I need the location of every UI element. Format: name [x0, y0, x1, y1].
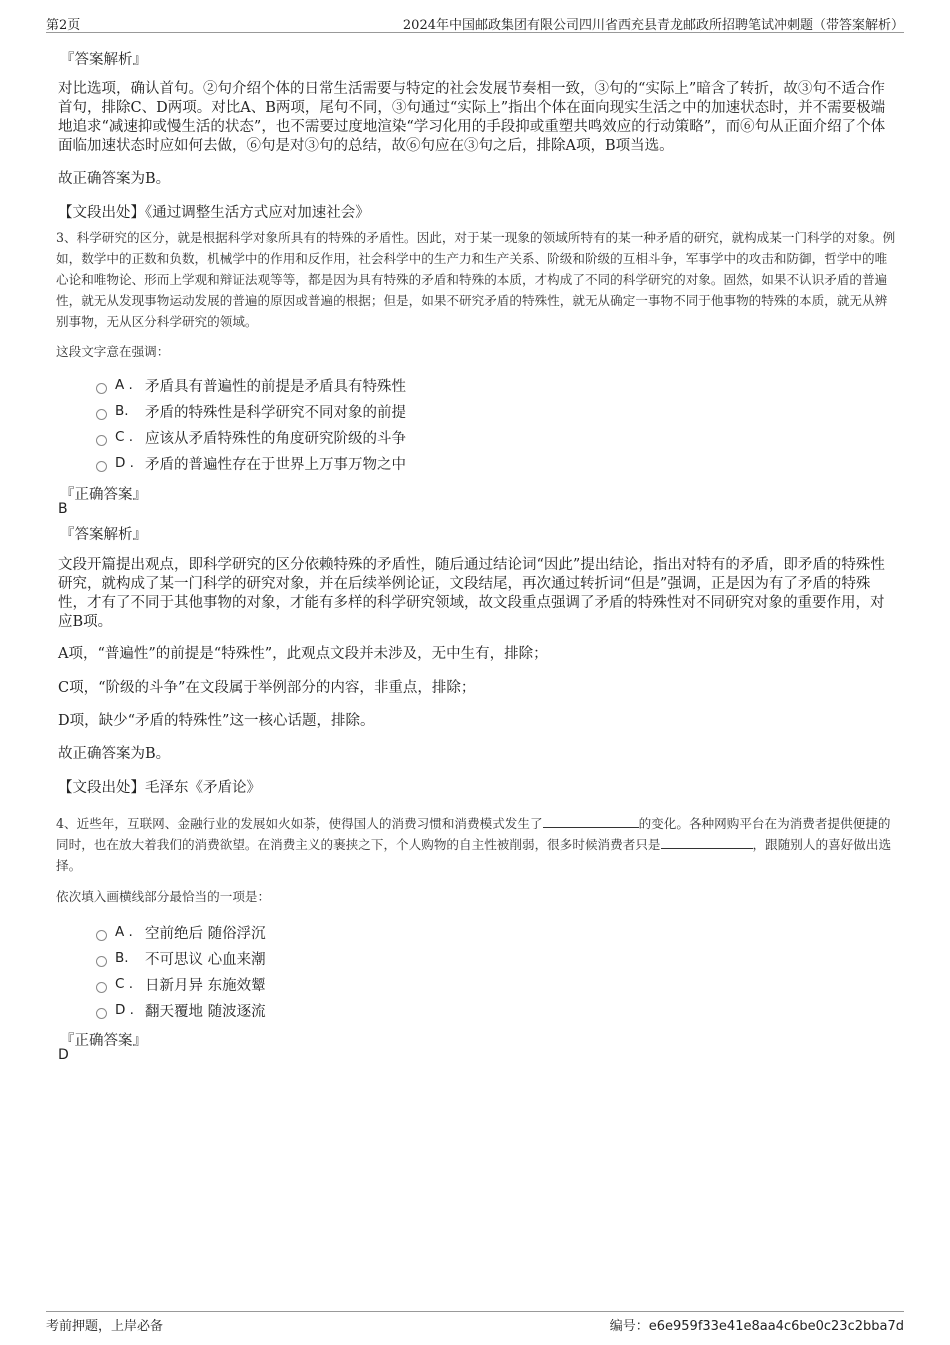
- radio-icon[interactable]: [96, 409, 107, 420]
- q4-answer-heading: 『正确答案』: [60, 1033, 147, 1049]
- page-number: 第2页: [46, 18, 81, 33]
- q4-option-d[interactable]: [96, 1000, 266, 1020]
- page-footer: [46, 1311, 904, 1332]
- q4-answer: D: [58, 1047, 69, 1063]
- q4-stem-part1: 4、近些年，互联网、金融行业的发展如火如荼，使得国人的消费习惯和消费模式发生了: [56, 816, 543, 831]
- footer-slogan: 考前押题，上岸必备: [46, 1319, 164, 1334]
- radio-icon[interactable]: [96, 1008, 107, 1019]
- option-key: D .: [115, 455, 134, 471]
- radio-icon[interactable]: [96, 461, 107, 472]
- q2-source: 【文段出处】《通过调整生活方式应对加速社会》: [58, 205, 370, 221]
- q4-option-b[interactable]: [96, 948, 266, 968]
- document-serial: 编号：e6e959f33e41e8aa4c6be0c23c2bba7d: [609, 1319, 904, 1334]
- radio-icon[interactable]: [96, 435, 107, 446]
- q3-analysis-text: 文段开篇提出观点，即科学研究的区分依赖特殊的矛盾性，随后通过结论词“因此”提出结论，指出对特有的矛盾，即矛盾的特殊性研究，就构成了某一门科学的研究对象，并在后续举例论证，文段结尾，再次通过转折词“但是”强调，正是因为有了矛盾的特殊性，才有了不同于其他事物的对象，才能有多样的科学研究领域，故文段重点强调了矛盾的特殊性对不同研究对象的重要作用，对应B项。: [58, 557, 885, 630]
- option-key: C .: [115, 429, 134, 445]
- q2-conclusion: 故正确答案为B。: [58, 171, 171, 187]
- option-text: 空前绝后 随俗浮沉: [145, 925, 266, 942]
- option-text: 矛盾的普遍性存在于世界上万事万物之中: [145, 456, 406, 473]
- fill-blank-2: [661, 835, 753, 849]
- radio-icon[interactable]: [96, 383, 107, 394]
- q4-option-c[interactable]: [96, 974, 266, 994]
- option-key: B.: [115, 403, 129, 419]
- q3-option-d[interactable]: [96, 453, 406, 473]
- option-text: 应该从矛盾特殊性的角度研究阶级的斗争: [145, 430, 406, 447]
- q3-conclusion: 故正确答案为B。: [58, 746, 171, 762]
- q3-note-d: D项，缺少“矛盾的特殊性”这一核心话题，排除。: [58, 713, 375, 729]
- q3-prompt: 这段文字意在强调：: [56, 344, 170, 359]
- q4-stem-part3: ，跟随别人的喜好做出选择。: [56, 837, 892, 873]
- q3-stem: 3、科学研究的区分，就是根据科学对象所具有的特殊的矛盾性。因此，对于某一现象的领域所特有的某一种矛盾的研究，就构成某一门科学的对象。例如，数学中的正数和负数，机械学中的作用和反作用，社会科学中的生产力和生产关系、阶级和阶级的互相斗争，军事学中的攻击和防御，哲学中的唯心论和唯物论、形而上学观和辩证法观等等，都是因为具有特殊的矛盾和特殊的本质，才构成了不同的科学研究的对象。固然，如果不认识矛盾的普遍性，就无从发现事物运动发展的普遍的原因或普遍的根据；但是，如果不研究矛盾的特殊性，就无从确定一事物不同于他事物的特殊的本质，就无从辨别事物，无从区分科学研究的领域。: [56, 230, 896, 329]
- option-key: A .: [115, 924, 133, 940]
- q4-stem: [56, 813, 896, 876]
- q3-note-c: C项，“阶级的斗争”在文段属于举例部分的内容，非重点，排除；: [58, 680, 476, 696]
- q3-note-a: A项，“普遍性”的前提是“特殊性”，此观点文段并未涉及，无中生有，排除；: [58, 646, 548, 662]
- q3-answer: B: [58, 501, 68, 517]
- option-key: A .: [115, 377, 133, 393]
- q4-stem-part2: 的变化。各种网购平台在为消费者提供便捷的同时，也在放大着我们的消费欲望。在消费主义的裹挟之下，个人购物的自主性被削弱，很多时候消费者只是: [56, 816, 891, 852]
- fill-blank-1: [543, 814, 639, 828]
- q3-option-b[interactable]: [96, 401, 406, 421]
- q2-analysis-heading: 『答案解析』: [60, 52, 147, 68]
- option-key: D .: [115, 1002, 134, 1018]
- option-text: 日新月异 东施效颦: [145, 977, 266, 994]
- document-title: 2024年中国邮政集团有限公司四川省西充县青龙邮政所招聘笔试冲刺题（带答案解析）: [402, 18, 904, 33]
- q3-source: 【文段出处】毛泽东《矛盾论》: [58, 780, 261, 796]
- option-text: 翻天覆地 随波逐流: [145, 1003, 266, 1020]
- q4-prompt: 依次填入画横线部分最恰当的一项是：: [56, 889, 271, 904]
- radio-icon[interactable]: [96, 956, 107, 967]
- q3-option-a[interactable]: [96, 375, 406, 395]
- q4-option-a[interactable]: [96, 922, 266, 942]
- option-text: 矛盾的特殊性是科学研究不同对象的前提: [145, 404, 406, 421]
- option-key: C .: [115, 976, 134, 992]
- q3-option-c[interactable]: [96, 427, 406, 447]
- radio-icon[interactable]: [96, 930, 107, 941]
- option-key: B.: [115, 950, 129, 966]
- radio-icon[interactable]: [96, 982, 107, 993]
- q2-analysis-text: 对比选项，确认首句。②句介绍个体的日常生活需要与特定的社会发展节奏相一致，③句的“实际上”暗含了转折，故③句不适合作首句，排除C、D两项。对比A、B两项，尾句不同，③句通过“实际上”指出个体在面向现实生活之中的加速状态时，并不需要极端地追求“减速抑或慢生活的状态”，也不需要过度地渲染“学习化用的手段抑或重塑共鸣效应的行动策略”，而⑥句从正面介绍了个体面临加速状态时应如何去做，⑥句是对③句的总结，故⑥句应在③句之后，排除A项，B项当选。: [58, 81, 886, 154]
- option-text: 不可思议 心血来潮: [145, 951, 266, 968]
- option-text: 矛盾具有普遍性的前提是矛盾具有特殊性: [145, 378, 406, 395]
- q3-analysis-heading: 『答案解析』: [60, 527, 147, 543]
- q3-answer-heading: 『正确答案』: [60, 487, 147, 503]
- page-header: [46, 10, 904, 33]
